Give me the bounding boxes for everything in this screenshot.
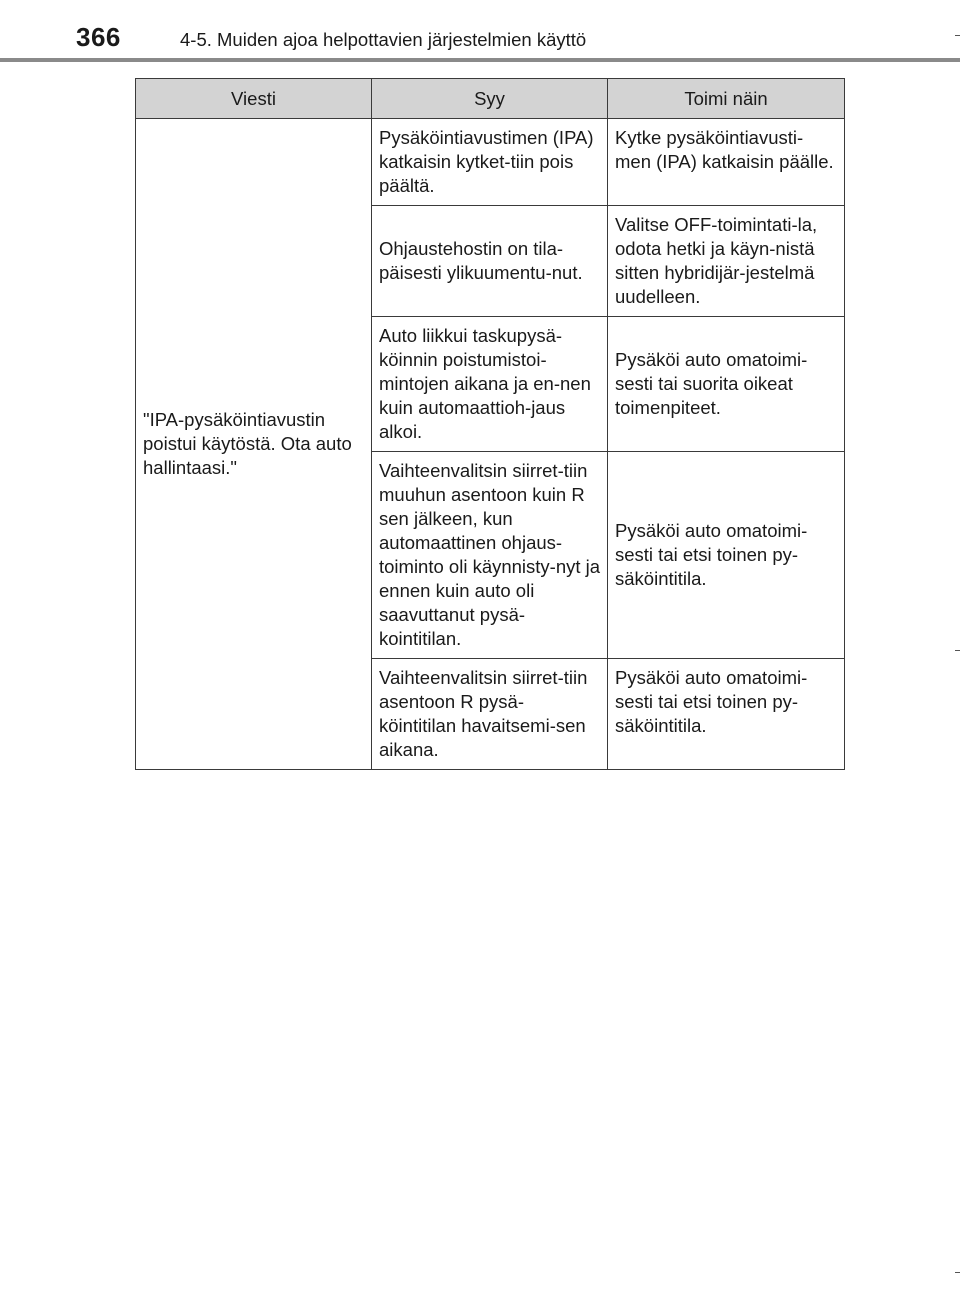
cause-cell: Vaihteenvalitsin siirret-tiin asentoon R pysä-köintitilan havaitsemi-sen aikana. xyxy=(372,659,608,770)
action-cell: Pysäköi auto omatoimi-sesti tai etsi toinen py-säköintitila. xyxy=(608,659,845,770)
action-cell: Pysäköi auto omatoimi-sesti tai suorita oikeat toimenpiteet. xyxy=(608,317,845,452)
margin-tick xyxy=(955,1272,960,1273)
message-cell: "IPA-pysäköintiavustin poistui käytöstä. Ota auto hallintaasi." xyxy=(136,119,372,770)
action-cell: Pysäköi auto omatoimi-sesti tai etsi toinen py-säköintitila. xyxy=(608,452,845,659)
page-header xyxy=(0,0,960,64)
column-header-action: Toimi näin xyxy=(608,79,845,119)
cause-cell: Vaihteenvalitsin siirret-tiin muuhun asentoon kuin R sen jälkeen, kun automaattinen ohjaus-toiminto oli käynnisty-nyt ja ennen kuin auto oli saavuttanut pysä-kointitilan. xyxy=(372,452,608,659)
margin-tick xyxy=(955,35,960,36)
page-number: 366 xyxy=(76,22,121,52)
action-cell: Valitse OFF-toimintati-la, odota hetki ja käyn-nistä sitten hybridijär-jestelmä uudelleen. xyxy=(608,206,845,317)
table-row xyxy=(136,119,845,206)
column-header-cause: Syy xyxy=(372,79,608,119)
cause-cell: Pysäköintiavustimen (IPA) katkaisin kytket-tiin pois päältä. xyxy=(372,119,608,206)
header-rule xyxy=(0,58,960,62)
table-header-row xyxy=(136,79,845,119)
section-title: 4-5. Muiden ajoa helpottavien järjestelmien käyttö xyxy=(180,29,587,50)
margin-tick xyxy=(955,650,960,651)
action-cell: Kytke pysäköintiavusti-men (IPA) katkaisin päälle. xyxy=(608,119,845,206)
cause-cell: Ohjaustehostin on tila-päisesti ylikuumentu-nut. xyxy=(372,206,608,317)
cause-cell: Auto liikkui taskupysä-köinnin poistumistoi-mintojen aikana ja en-nen kuin automaattioh-jaus alkoi. xyxy=(372,317,608,452)
column-header-message: Viesti xyxy=(136,79,372,119)
message-table xyxy=(135,78,845,770)
